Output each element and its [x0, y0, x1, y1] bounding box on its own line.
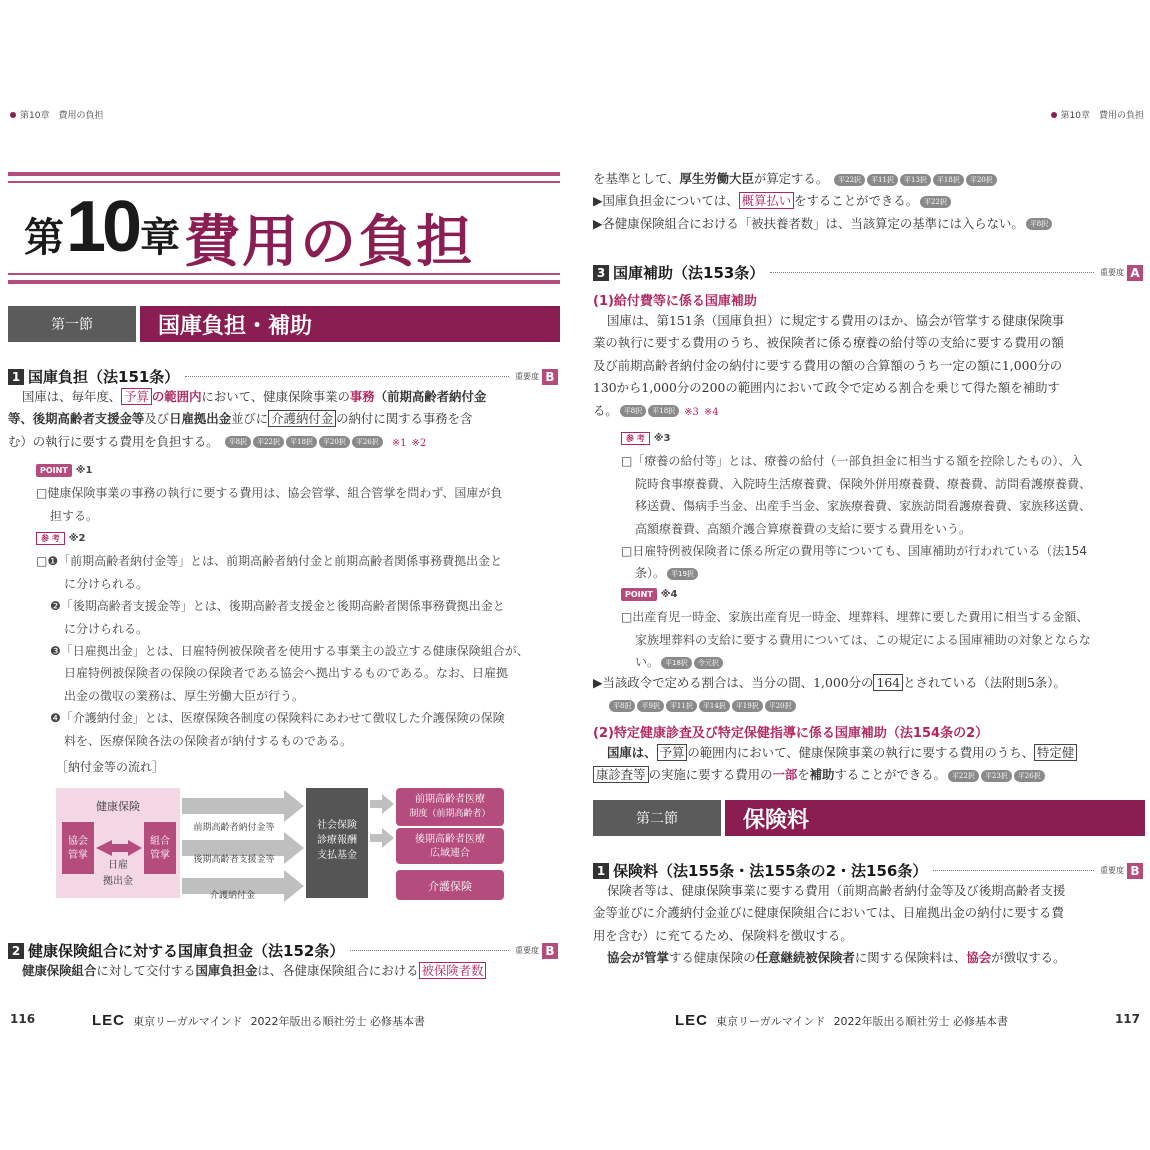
section-title: 国庫負担・補助 [140, 306, 560, 342]
subheading-2: (2)特定健康診査及び特定保健指導に係る国庫補助（法154条の2） [593, 726, 989, 741]
lec-logo: LEC [675, 1012, 708, 1029]
kumiai-box [144, 822, 176, 874]
svg-text:拠出金: 拠出金 [103, 876, 133, 887]
section-bar-2 [593, 800, 1145, 836]
running-head: 第10章 費用の負担 [1051, 108, 1144, 121]
svg-text:診療報酬: 診療報酬 [317, 835, 357, 846]
ratio-note: ▶当該政令で定める割合は、当分の間、1,000分の 164 とされている（法附則5条）。 平8択 平9択 平11択 平14択 平19択 平20択 [593, 675, 1066, 710]
heading-2: 2 健康保険組合に対する国庫負担金（法152条） 重要度 B [8, 940, 558, 961]
svg-text:前期高齢者医療: 前期高齢者医療 [415, 794, 485, 805]
page-number: 117 [1114, 1012, 1140, 1026]
subheading-1: (1)給付費等に係る国庫補助 [593, 294, 757, 309]
health-insurance-label: 健康保険 [96, 800, 140, 813]
paragraph-1: 国庫は、毎年度、 予算 の範囲内において、健康保険事業の事務（前期高齢者納付金 等、後期高齢者支援金等及び日雇拠出金並びに 介護納付金 の納付に関する事務を含 む）の執行に要する費用を負担する。 平8択 平22択 平18択 平20択 平26択 ※1 ※2 [8, 389, 487, 449]
paragraph-continued: を基準として、厚生労働大臣が算定する。 平22択 平11択 平13択 平18択 平20択 ▶国庫負担金については、 概算払い をすることができる。 平22択 ▶各健康保険組合における「被扶養者数」は、当該算定の基準には入らない。 平8択 [593, 168, 1143, 235]
diagram-caption: ［納付金等の流れ］ [56, 760, 165, 774]
running-head: 第10章 費用の負担 [10, 108, 103, 121]
heading-4: 1 保険料（法155条・法155条の2・法156条） 重要度 B [593, 860, 1143, 881]
svg-text:後期高齢者医療: 後期高齢者医療 [415, 834, 485, 845]
svg-text:支払基金: 支払基金 [317, 850, 357, 861]
svg-text:管掌: 管掌 [68, 850, 88, 861]
arrow-3-label: 介護納付金 [210, 891, 256, 901]
point-note-1: POINT ※1 □健康保険事業の事務の執行に要する費用は、協会管掌、組合管掌を問わず、国庫が負 担する。 [36, 465, 503, 523]
arrow-2-label: 後期高齢者支援金等 [193, 855, 275, 865]
svg-text:制度（前期高齢者）: 制度（前期高齢者） [409, 809, 491, 819]
paragraph-5: 保険者等は、健康保険事業に要する費用（前期高齢者納付金等及び後期高齢者支援 金等並びに介護納付金並びに健康保険組合においては、日雇拠出金の納付に要する費 用を含む）に充てるため、保険料を徴収する。 協会が管掌する健康保険の任意継続被保険者に関する保険料は、協会が徴収する。 [593, 883, 1066, 966]
paragraph-4: 国庫は、 予算 の範囲内において、健康保険事業の執行に要する費用のうち、 特定健 康診査等 の実施に要する費用の一部を補助することができる。 平22択 平23択 平26択 [593, 742, 1145, 787]
kyokai-box [62, 822, 94, 874]
output-3-label: 介護保険 [428, 880, 472, 893]
paragraph-3: 国庫は、第151条（国庫負担）に規定する費用のほか、協会が管掌する健康保険事 業の執行に要する費用のうち、被保険者に係る療養の給付等の支給に要する費用の額 及び前期高齢者納付金の納付に要する費用の額の合算額のうち一定の額に1,000分の 130から1,000分の200の範囲内において政令で定める割合を乗じて得た額を補助す る。 平8択 平18択 ※3 ※4 [593, 313, 1065, 418]
paragraph-2: 健康保険組合に対して交付する国庫負担金は、各健康保険組合における 被保険者数 [22, 960, 562, 982]
reference-note-2: 参 考 ※2 □❶「前期高齢者納付金等」とは、前期高齢者納付金と前期高齢者関係事務費拠出金と に分けられる。 ❷「後期高齢者支援金等」とは、後期高齢者支援金と後期高齢者関係事務費拠出金と に分けられる。 ❸「日雇拠出金」とは、日雇特例被保険者を使用する事業主の設立する健康保険組合が、 日雇特例被保険者の保険の保険者である協会へ拠出するものである。なお、日雇拠 出金の徴収の業務は、厚生労働大臣が行う。 ❹「介護納付金」とは、医療保険各制度の保険料にあわせて徴収した介護保険の保険 料を、医療保険各法の保険者が納付するものである。 [36, 533, 529, 748]
arrow-1-icon [182, 790, 304, 822]
svg-text:管掌: 管掌 [150, 850, 170, 861]
section-label: 第二節 [593, 800, 721, 836]
payment-flow-diagram [52, 784, 512, 908]
right-page [575, 0, 1150, 1150]
svg-text:社会保険: 社会保険 [317, 820, 357, 831]
section-title: 保険料 [725, 800, 1145, 836]
chapter-number: 第 10 章 [24, 187, 181, 267]
svg-text:組合: 組合 [150, 836, 170, 847]
section-label: 第一節 [8, 306, 136, 342]
lec-logo: LEC [92, 1012, 125, 1029]
chapter-title-block [8, 172, 560, 284]
heading-1: 1 国庫負担（法151条） 重要度 B [8, 366, 558, 387]
bullet-icon [10, 112, 16, 118]
section-bar [8, 306, 560, 342]
chapter-title: 費用の負担 [184, 210, 474, 275]
heading-3: 3 国庫補助（法153条） 重要度 A [593, 262, 1143, 283]
svg-text:日雇: 日雇 [108, 860, 128, 871]
arrow-1-label: 前期高齢者納付金等 [193, 823, 275, 833]
bullet-icon [1051, 112, 1057, 118]
svg-text:広域連合: 広域連合 [430, 848, 470, 859]
point-note-4: POINT ※4 □出産育児一時金、家族出産育児一時金、埋葬料、埋葬に要した費用に相当する金額、 家族埋葬料の支給に要する費用については、この規定による国庫補助の対象とならな い。 平18択 令元択 [621, 589, 1091, 670]
svg-text:協会: 協会 [68, 836, 88, 847]
footer: LEC 東京リーガルマインド 2022年版出る順社労士 必修基本書 [675, 1012, 1009, 1029]
reference-note-3: 参 考 ※3 □「療養の給付等」とは、療養の給付（一部負担金に相当する額を控除したもの）、入 院時食事療養費、入院時生活療養費、保険外併用療養費、療養費、訪問看護療養費、 移送費、傷病手当金、出産手当金、家族療養費、家族訪問看護療養費、家族移送費、 高額療養費、高額介護合算療養費の支給に要する費用をいう。 □日雇特例被保険者に係る所定の費用等についても、国庫補助が行われている（法154 条）。 平19択 [621, 433, 1092, 581]
page-number: 116 [10, 1012, 36, 1026]
footer: LEC 東京リーガルマインド 2022年版出る順社労士 必修基本書 [92, 1012, 426, 1029]
